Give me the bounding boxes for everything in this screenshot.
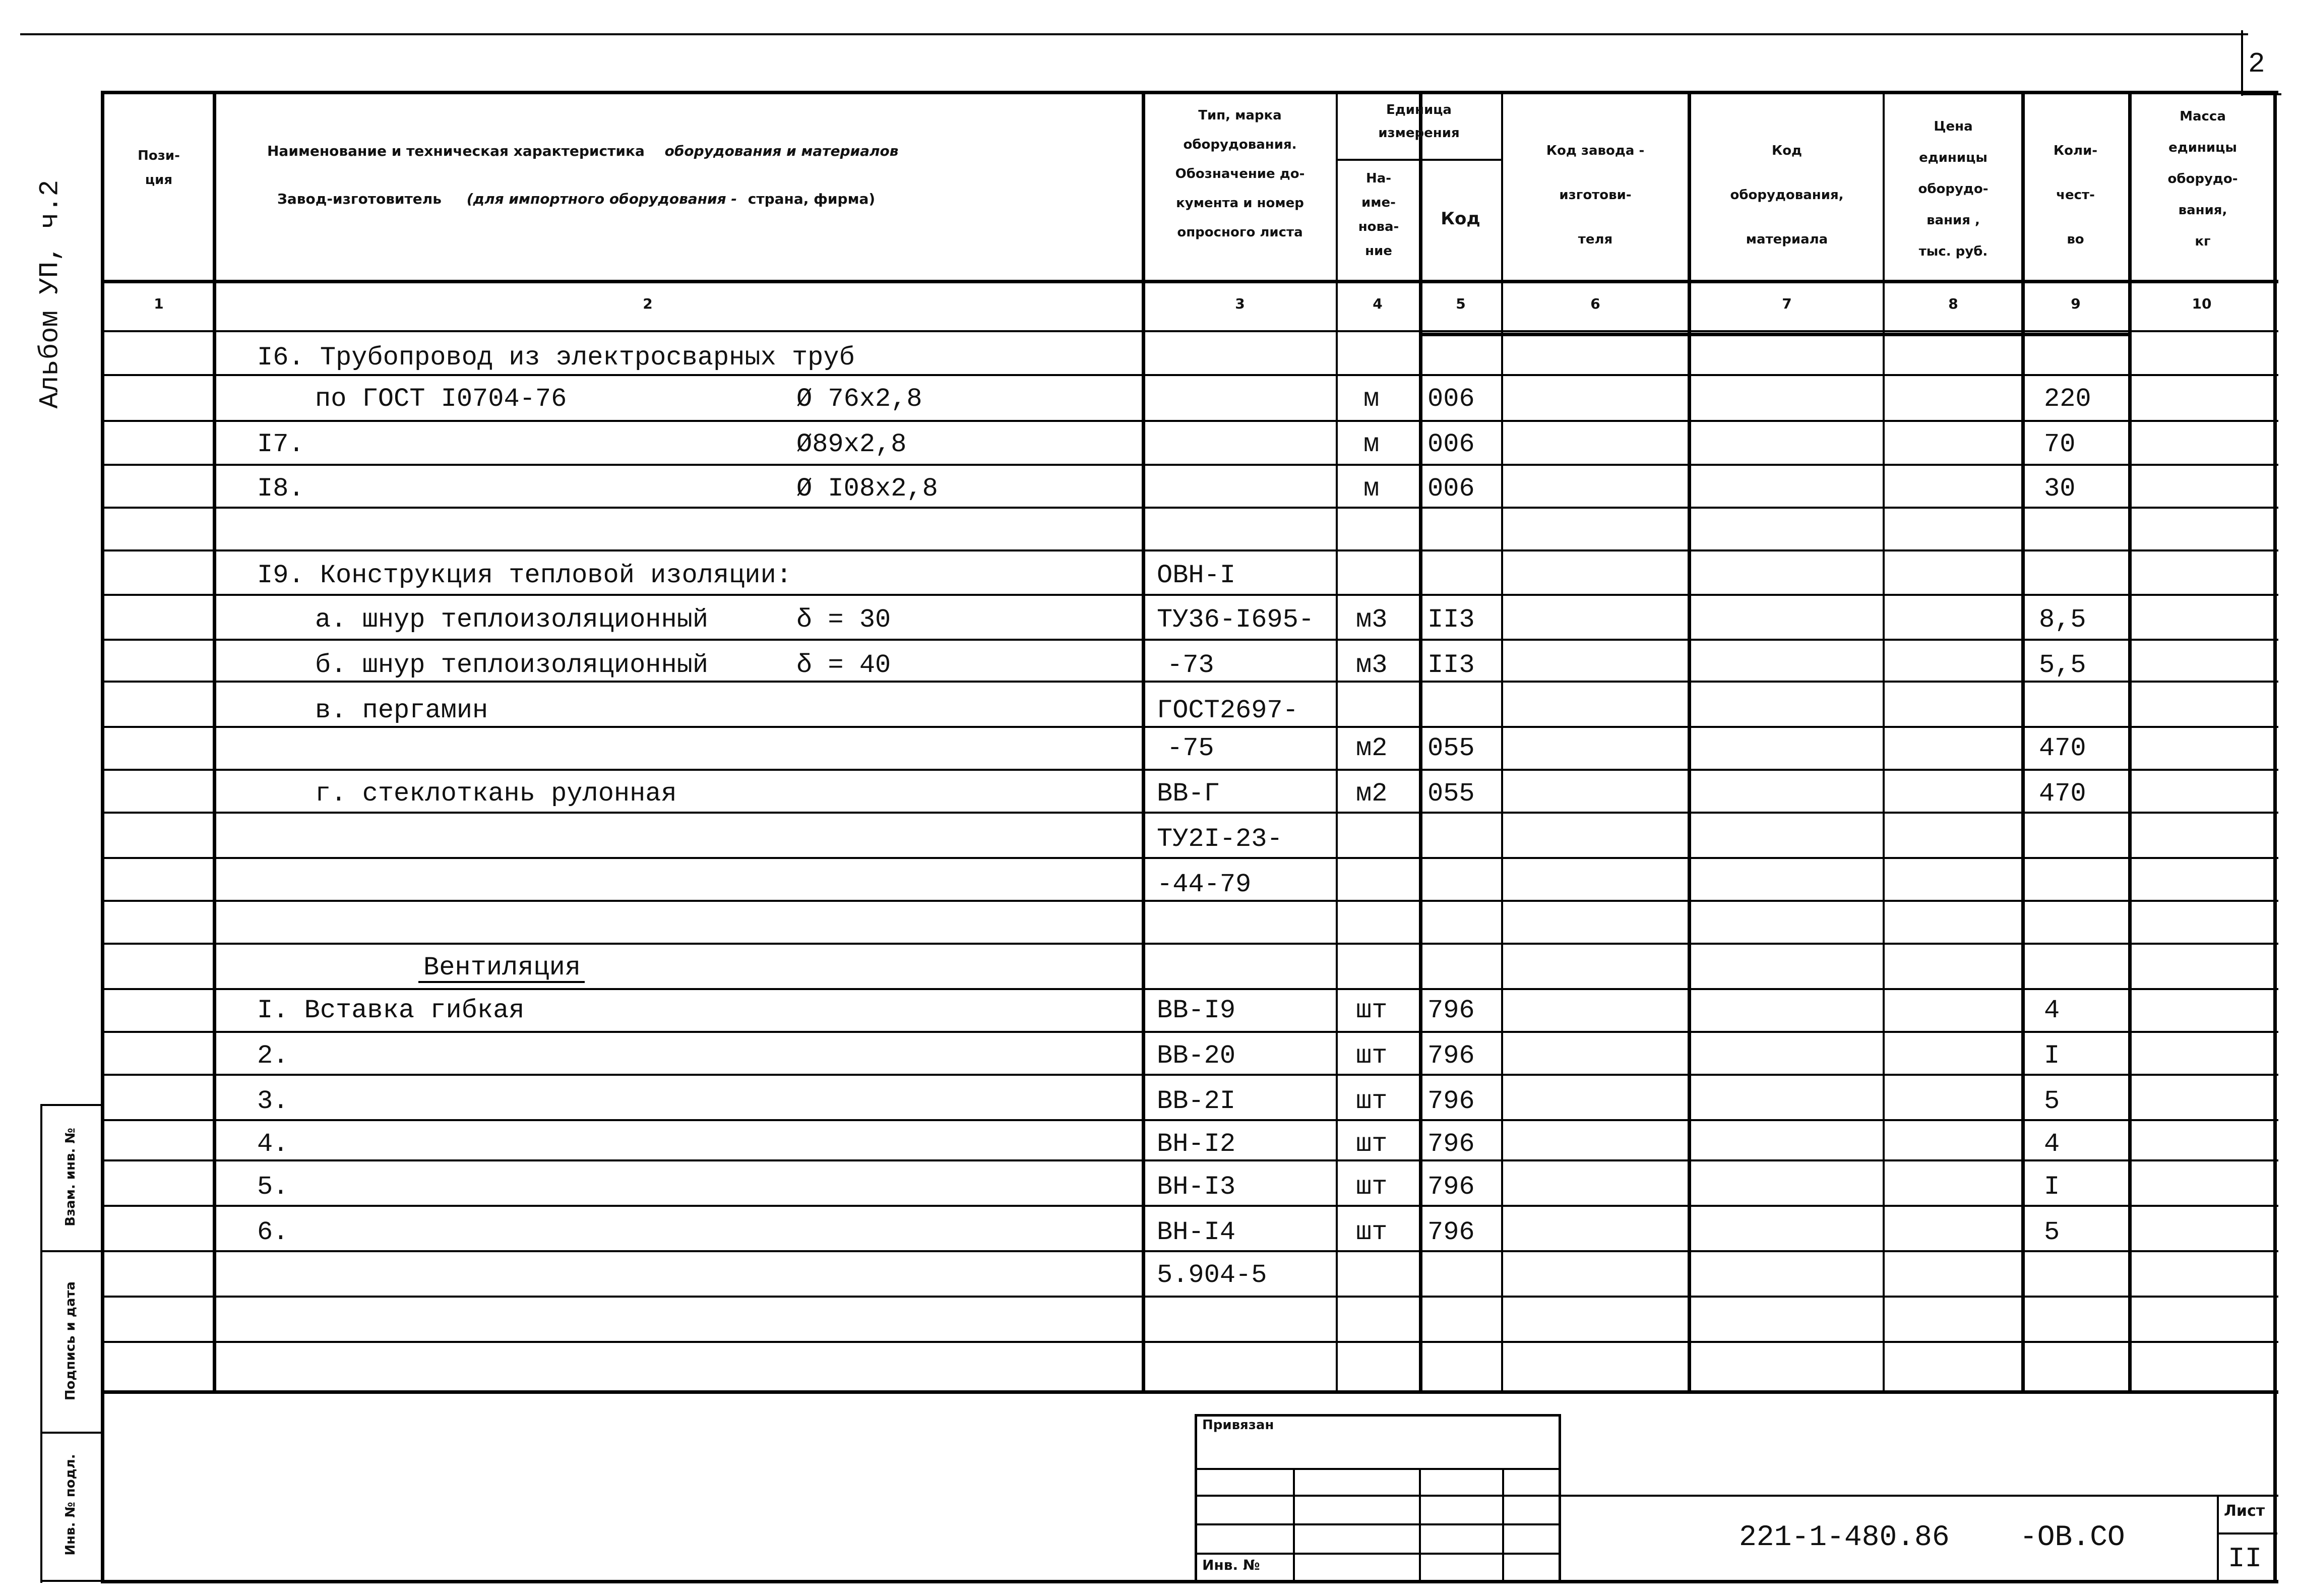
row-doc: ГОСТ2697- — [1157, 696, 1298, 725]
stamp-inv-podl: Инв. № подл. — [63, 1454, 78, 1556]
hdr-col2-line2: Завод-изготовитель (для импортного оборудования - страна, фирма) — [277, 191, 876, 207]
stamp-podpis-data: Подпись и дата — [63, 1281, 78, 1401]
row-name: а. шнур теплоизоляционный — [315, 605, 709, 635]
row-unit: м2 — [1356, 733, 1388, 763]
row-unit: шт — [1356, 1086, 1388, 1116]
row-code: 796 — [1427, 1129, 1475, 1159]
stamp-vzam-inv: Взам. инв. № — [63, 1128, 78, 1226]
hdr-col3: Тип, марка оборудования. Обозначение до- кумента и номер опросного листа — [1175, 108, 1305, 240]
row-doc: ОВН-I — [1157, 561, 1236, 590]
row-unit: шт — [1356, 1129, 1388, 1159]
row-unit: м — [1363, 429, 1380, 459]
row-code: 796 — [1427, 1086, 1475, 1116]
hdr-col4: На- име- нова- ние — [1358, 171, 1399, 259]
stamp-privyazan: Привязан — [1202, 1418, 1274, 1433]
row-spec: Ø89x2,8 — [796, 429, 907, 459]
row-unit: шт — [1356, 996, 1388, 1025]
hdr-unit-group: Единица измерения — [1378, 102, 1460, 141]
row-doc: ТУ36-I695- — [1157, 605, 1315, 635]
sheet-label: Лист — [2224, 1502, 2265, 1520]
sheet-number: II — [2228, 1543, 2262, 1575]
row-unit: шт — [1356, 1217, 1388, 1247]
row-code: II3 — [1427, 650, 1475, 680]
hdr-col6: Код завода - изготови- теля — [1546, 143, 1645, 247]
page-number: 2 — [2248, 48, 2265, 80]
colnum-10: 10 — [2192, 295, 2212, 312]
row-qty: 30 — [2044, 474, 2076, 504]
colnum-1: 1 — [154, 295, 164, 312]
row-code: 006 — [1427, 429, 1475, 459]
row-unit: м3 — [1356, 605, 1388, 635]
row-doc: ВВ-20 — [1157, 1041, 1236, 1071]
row-qty: I — [2044, 1041, 2060, 1071]
row-doc: 5.904-5 — [1157, 1260, 1267, 1290]
row-doc: ВВ-I9 — [1157, 996, 1236, 1025]
row-unit: м — [1363, 474, 1380, 504]
row-spec: Ø I08x2,8 — [796, 474, 938, 504]
row-qty: 470 — [2039, 779, 2086, 809]
row-code: 796 — [1427, 1041, 1475, 1071]
document-code: 221-1-480.86 -ОВ.СО — [1739, 1521, 2125, 1554]
row-doc: -75 — [1167, 733, 1214, 763]
row-qty: 4 — [2044, 996, 2060, 1025]
colnum-8: 8 — [1948, 295, 1958, 312]
section-title: Вентиляция — [423, 953, 581, 983]
hdr-col1: Пози- ция — [138, 148, 180, 188]
row-doc: ТУ2I-23- — [1157, 824, 1283, 854]
row-name: 5. — [257, 1172, 289, 1202]
row-doc: -44-79 — [1157, 870, 1252, 899]
row-code: II3 — [1427, 605, 1475, 635]
row-name: 4. — [257, 1129, 289, 1159]
row-qty: 8,5 — [2039, 605, 2086, 635]
row-doc: ВН-I3 — [1157, 1172, 1236, 1202]
row-qty: I — [2044, 1172, 2060, 1202]
row-qty: 5,5 — [2039, 650, 2086, 680]
colnum-3: 3 — [1235, 295, 1245, 312]
row-code: 006 — [1427, 474, 1475, 504]
row-spec: δ = 40 — [796, 650, 891, 680]
row-unit: шт — [1356, 1172, 1388, 1202]
row-code: 006 — [1427, 384, 1475, 414]
row-qty: 470 — [2039, 733, 2086, 763]
colnum-6: 6 — [1590, 295, 1600, 312]
row-name: I9. Конструкция тепловой изоляции: — [257, 561, 792, 590]
row-unit: м — [1363, 384, 1380, 414]
row-doc: -73 — [1167, 650, 1214, 680]
row-name: 6. — [257, 1217, 289, 1247]
row-qty: 220 — [2044, 384, 2091, 414]
row-unit: шт — [1356, 1041, 1388, 1071]
hdr-col10: Масса единицы оборудо- вания, кг — [2167, 109, 2238, 249]
row-unit: м2 — [1356, 779, 1388, 809]
row-name: по ГОСТ I0704-76 — [315, 384, 567, 414]
colnum-7: 7 — [1782, 295, 1792, 312]
hdr-col2-line1: Наименование и техническая характеристика оборудования и материалов — [267, 143, 899, 159]
row-doc: ВН-I4 — [1157, 1217, 1236, 1247]
row-name: I6. Трубопровод из электросварных труб — [257, 343, 855, 373]
row-name: 2. — [257, 1041, 289, 1071]
colnum-2: 2 — [643, 295, 653, 312]
row-code: 055 — [1427, 779, 1475, 809]
row-spec: Ø 76x2,8 — [796, 384, 922, 414]
row-name: г. стеклоткань рулонная — [315, 779, 677, 809]
hdr-col8: Цена единицы оборудо- вания , тыс. руб. — [1918, 119, 1989, 259]
row-name: I8. — [257, 474, 304, 504]
row-code: 796 — [1427, 1172, 1475, 1202]
colnum-5: 5 — [1456, 295, 1466, 312]
stamp-inv-no: Инв. № — [1202, 1557, 1260, 1573]
row-doc: ВВ-2I — [1157, 1086, 1236, 1116]
row-qty: 5 — [2044, 1217, 2060, 1247]
row-qty: 70 — [2044, 429, 2076, 459]
row-doc: ВВ-Г — [1157, 779, 1220, 809]
row-doc: ВН-I2 — [1157, 1129, 1236, 1159]
row-name: 3. — [257, 1086, 289, 1116]
row-qty: 5 — [2044, 1086, 2060, 1116]
colnum-4: 4 — [1373, 295, 1383, 312]
hdr-col5: Код — [1441, 209, 1480, 229]
row-name: б. шнур теплоизоляционный — [315, 650, 709, 680]
row-code: 796 — [1427, 996, 1475, 1025]
row-name: в. пергамин — [315, 696, 488, 725]
row-name: I7. — [257, 429, 304, 459]
row-spec: δ = 30 — [796, 605, 891, 635]
row-name: I. Вставка гибкая — [257, 996, 525, 1025]
hdr-col9: Коли- чест- во — [2053, 143, 2098, 247]
row-qty: 4 — [2044, 1129, 2060, 1159]
album-label: Альбом УП, ч.2 — [35, 179, 66, 409]
row-unit: м3 — [1356, 650, 1388, 680]
hdr-col7: Код оборудования, материала — [1730, 143, 1844, 247]
row-code: 055 — [1427, 733, 1475, 763]
row-code: 796 — [1427, 1217, 1475, 1247]
colnum-9: 9 — [2071, 295, 2081, 312]
